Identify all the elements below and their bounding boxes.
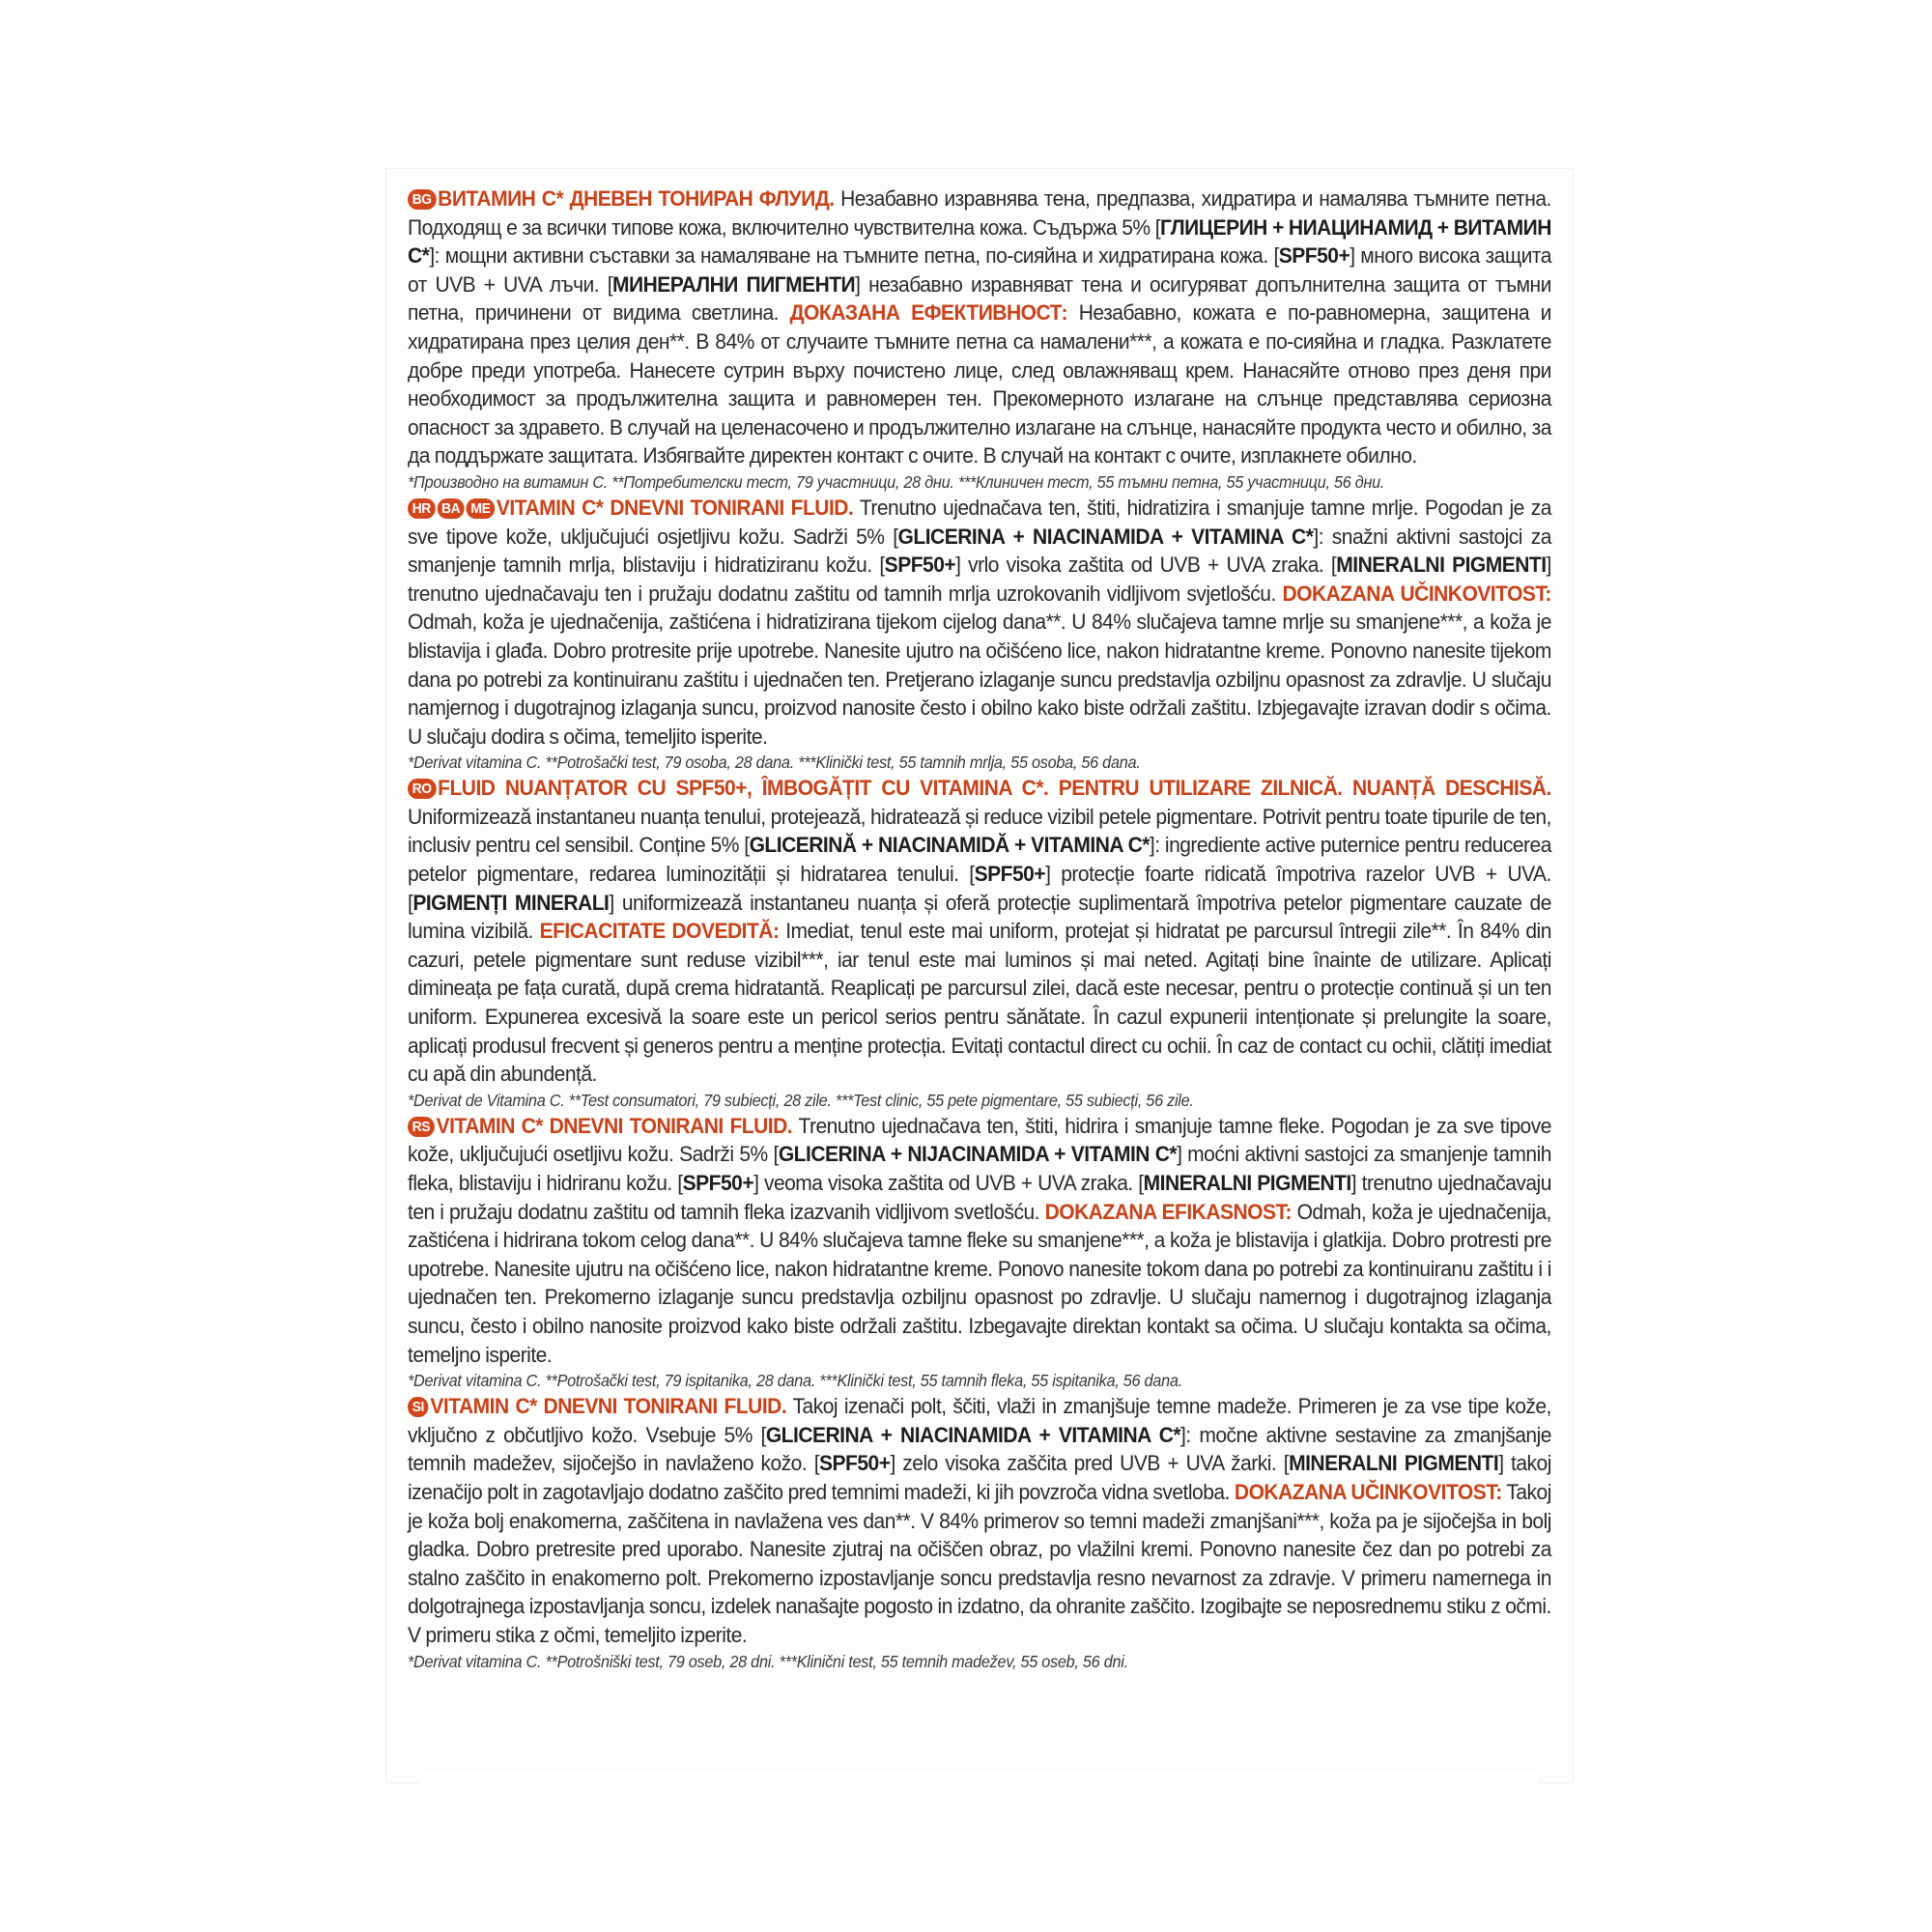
section-rs (408, 1112, 1551, 1392)
section-hr-footnote: *Derivat vitamina C. **Potrošački test, 79 osoba, 28 dana. ***Klinički test, 55 tamnih mrlja, 55 osoba, 56 dana. (408, 753, 1141, 773)
text-run: ]: мощни активни съставки за намаляване на тъмните петна, по-сияйна и хидратирана кожа. [ (429, 243, 1279, 269)
ingredients-bold: GLICERINA + NIACINAMIDA + VITAMINA C* (897, 524, 1314, 549)
efficacy-heading: EFICACITATE DOVEDITĂ: (539, 919, 780, 944)
section-si-title: VITAMIN C* DNEVNI TONIRANI FLUID. (430, 1394, 787, 1419)
language-badge-ba: BA (437, 498, 465, 519)
ingredients-bold: GLICERINĂ + NIACINAMIDĂ + VITAMINA C* (749, 833, 1150, 858)
section-ro-title: FLUID NUANȚATOR CU SPF50+, ÎMBOGĂȚIT CU VITAMINA C*. PENTRU UTILIZARE ZILNICĂ. NUANȚĂ DESCHISĂ. (438, 776, 1551, 801)
section-ro-text (408, 774, 1551, 1089)
text-run: Odmah, koža je ujednačenija, zaštićena i hidrirana tokom celog dana**. U 84% slučajeva tamne fleke su smanjene***, a koža je blistavija i glatkija. Dobro protresti pre upotrebe. Nanesite ujutru na očišćeno lice, nakon hidratantne kreme. Ponovo nanesite tokom dana po potrebi za kontinuiranu zaštitu i i ujednačen ten. Prekomerno izlaganje suncu predstavlja ozbiljnu opasnost po zdravlje. U slučaju namernog i dugotrajnog izlaganja suncu, često i obilno nanosite proizvod kako biste održali zaštitu. Izbegavajte direktan kontakt sa očima. U slučaju kontakta sa očima, temeljno isperite. (408, 1199, 1551, 1367)
text-run: Trenutno ujednačava ten, štiti, hidratizira i smanjuje tamne mrlje. Pogodan je za sve tipove kože, uključujući osjetljivu kožu. Sadrži 5% [ (408, 495, 1551, 549)
language-badge-ro: RO (408, 779, 436, 799)
section-hr-text (408, 494, 1551, 751)
spf-bold: SPF50+ (974, 862, 1046, 887)
section-si-footnote: *Derivat vitamina C. **Potrošniški test, 79 oseb, 28 dni. ***Klinični test, 55 temnih madežev, 55 oseb, 56 dni. (408, 1651, 1128, 1671)
text-run: ] moćni aktivni sastojci za smanjenje tamnih fleka, blistaviju i hidriranu kožu. [ (408, 1142, 1551, 1195)
text-run: ]: ingrediente active puternice pentru reducerea petelor pigmentare, redarea luminozității și hidratarea tenului. [ (408, 833, 1551, 887)
efficacy-heading: DOKAZANA UČINKOVITOST: (1282, 581, 1551, 606)
text-run: Незабавно изравнява тена, предпазва, хидратира и намалява тъмните петна. Подходящ е за всички типове кожа, включително чувствителна кожа. Съдържа 5% [ (408, 186, 1551, 240)
spf-bold: SPF50+ (884, 553, 956, 578)
section-si (408, 1392, 1551, 1672)
section-rs-text (408, 1112, 1551, 1369)
efficacy-heading: DOKAZANA UČINKOVITOST: (1234, 1479, 1502, 1504)
language-badge-rs: RS (408, 1117, 435, 1137)
text-run: Takoj izenači polt, ščiti, vlaži in zmanjšuje temne madeže. Primeren je za vse tipe kože, vključno z občutljivo kožo. Vsebuje 5% [ (408, 1394, 1551, 1447)
text-run: Незабавно, кожата е по-равномерна, защитена и хидратирана през целия ден**. В 84% от случаите тъмните петна са намалени***, а кожата е по-сияйна и гладка. Разклатете добре преди употреба. Нанесете сутрин върху почистено лице, след овлажняващ крем. Нанасяйте отново през деня при необходимост за продължителна защита и равномерен тен. Прекомерното излагане на слънце представлява сериозна опасност за здравето. В случай на целенасочено и продължително излагане на слънце, нанасяйте продукта често и обилно, за да поддържате защитата. Избягвайте директен контакт с очите. В случай на контакт с очите, изплакнете обилно. (408, 300, 1551, 469)
spf-bold: SPF50+ (1278, 243, 1350, 269)
text-run: ] trenutno ujednačavaju ten i pružaju dodatnu zaštitu od tamnih mrlja uzrokovanih vidljivom svjetlošću. (408, 553, 1551, 606)
text-run: ] uniformizează instantaneu nuanța și oferă protecție suplimentară împotriva petelor pigmentare cauzate de lumina vizibilă. (408, 890, 1551, 944)
ingredients-bold: ГЛИЦЕРИН + НИАЦИНАМИД + ВИТАМИН С* (408, 214, 1551, 269)
pigments-bold: MINERALNI PIGMENTI (1289, 1451, 1499, 1476)
efficacy-heading: DOKAZANA EFIKASNOST: (1044, 1199, 1292, 1224)
language-badge-si: SI (408, 1397, 429, 1417)
section-bg (408, 185, 1551, 494)
text-run: ] veoma visoka zaštita od UVB + UVA zraka. [ (753, 1171, 1144, 1195)
text-run: ]: snažni aktivni sastojci za smanjenje tamnih mrlja, blistaviju i hidratiziranu kožu. [ (408, 524, 1551, 578)
text-run: ] много висока защита от UVB + UVA лъчи. [ (408, 243, 1551, 297)
pigments-bold: MINERALNI PIGMENTI (1336, 553, 1547, 578)
text-run: ] protecție foarte ridicată împotriva razelor UVB + UVA. [ (408, 862, 1551, 915)
label-content (408, 185, 1551, 1673)
section-si-text (408, 1392, 1551, 1649)
ingredients-bold: GLICERINA + NIACINAMIDA + VITAMINA C* (765, 1422, 1181, 1447)
text-run: ]: močne aktivne sestavine za zmanjšanje temnih madežev, sijočejšo in navlaženo kožo. [ (408, 1422, 1551, 1476)
pigments-bold: МИНЕРАЛНИ ПИГМЕНТИ (612, 271, 856, 297)
section-ro (408, 774, 1551, 1112)
efficacy-heading: ДОКАЗАНА ЕФЕКТИВНОСТ: (789, 300, 1068, 326)
language-badge-me: ME (467, 498, 495, 519)
text-run: ] trenutno ujednačavaju ten i pružaju dodatnu zaštitu od tamnih fleka izazvanih vidljivom svetlošću. (408, 1171, 1551, 1224)
spf-bold: SPF50+ (819, 1451, 891, 1476)
text-run: Uniformizează instantaneu nuanța tenului, protejează, hidratează și reduce vizibil petele pigmentare. Potrivit pentru toate tipurile de ten, inclusiv pentru cel sensibil. Conține 5% [ (408, 804, 1551, 858)
language-badge-bg: BG (408, 189, 436, 210)
product-label-back (386, 169, 1573, 1782)
pigments-bold: PIGMENȚI MINERALI (412, 890, 610, 915)
section-bg-title: ВИТАМИН С* ДНЕВЕН ТОНИРАН ФЛУИД. (438, 186, 835, 211)
section-ro-footnote: *Derivat de Vitamina C. **Test consumatori, 79 subiecți, 28 zile. ***Test clinic, 55 pete pigmentare, 55 subiecți, 56 zile. (408, 1090, 1194, 1110)
section-bg-footnote: *Производно на витамин С. **Потребителски тест, 79 участници, 28 дни. ***Клиничен тест, 55 тъмни петна, 55 участници, 56 дни. (408, 471, 1385, 492)
ingredients-bold: GLICERINA + NIJACINAMIDA + VITAMIN C* (778, 1142, 1178, 1167)
pigments-bold: MINERALNI PIGMENTI (1143, 1171, 1351, 1195)
section-rs-title: VITAMIN C* DNEVNI TONIRANI FLUID. (436, 1113, 793, 1138)
section-rs-footnote: *Derivat vitamina C. **Potrošački test, 79 ispitanika, 28 dana. ***Klinički test, 55 tamnih fleka, 55 ispitanika, 56 dana. (408, 1371, 1182, 1391)
spf-bold: SPF50+ (682, 1171, 754, 1195)
text-run: Takoj je koža bolj enakomerna, zaščitena in navlažena ves dan**. V 84% primerov so temni madeži zmanjšani***, koža pa je sijočejša in bolj gladka. Dobro pretresite pred uporabo. Nanesite zjutraj na očiščen obraz, po vlažilni kremi. Ponovno nanesite čez dan po potrebi za stalno zaščito in enakomerno polt. Prekomerno izpostavljanje soncu predstavlja resno nevarnost za zdravje. V primeru namernega in dolgotrajnega izpostavljanja soncu, izdelek nanašajte pogosto in izdatno, da ohranite zaščito. Izogibajte se neposrednemu stiku z očmi. V primeru stika z očmi, temeljito izperite. (408, 1479, 1551, 1647)
label-bottom-notch (421, 1773, 1538, 1786)
text-run: Trenutno ujednačava ten, štiti, hidrira i smanjuje tamne fleke. Pogodan je za sve tipove kože, uključujući osetljivu kožu. Sadrži 5% [ (408, 1113, 1551, 1167)
text-run: ] незабавно изравняват тена и осигуряват допълнителна защита от тъмни петна, причинени от видима светлина. (408, 271, 1551, 326)
text-run: Odmah, koža je ujednačenija, zaštićena i hidratizirana tijekom cijelog dana**. U 84% slučajeva tamne mrlje su smanjene***, a koža je blistavija i glađa. Dobro protresite prije upotrebe. Nanesite ujutro na očišćeno lice, nakon hidratantne kreme. Ponovno nanesite tijekom dana po potrebi za kontinuiranu zaštitu i ujednačen ten. Pretjerano izlaganje suncu predstavlja ozbiljnu opasnost za zdravlje. U slučaju namjernog i dugotrajnog izlaganja suncu, proizvod nanosite često i obilno kako biste održali zaštitu. Izbjegavajte izravan dodir s očima. U slučaju dodira s očima, temeljito isperite. (408, 610, 1551, 749)
section-hr (408, 494, 1551, 774)
section-hr-title: VITAMIN C* DNEVNI TONIRANI FLUID. (496, 495, 854, 520)
text-run: ] takoj izenačijo polt in zagotavljajo dodatno zaščito pred temnimi madeži, ki jih povzroča vidna svetloba. (408, 1451, 1551, 1504)
text-run: ] vrlo visoka zaštita od UVB + UVA zraka. [ (955, 553, 1337, 578)
text-run: Imediat, tenul este mai uniform, protejat și hidratat pe parcursul întregii zile**. În 84% din cazuri, petele pigmentare sunt reduse vizibil***, iar tenul este mai luminos și mai neted. Agitați bine înainte de utilizare. Aplicați dimineața pe fața curată, după crema hidratantă. Reaplicați pe parcursul zilei, dacă este necesar, pentru o protecție continuă și un ten uniform. Expunerea excesivă la soare este un pericol serios pentru sănătate. În cazul expunerii intenționate și prelungite la soare, aplicați produsul frecvent și generos pentru a menține protecția. Evitați contactul direct cu ochii. În caz de contact cu ochii, clătiți imediat cu apă din abundență. (408, 919, 1551, 1087)
language-badge-hr: HR (408, 498, 436, 519)
section-bg-text (408, 185, 1551, 470)
text-run: ] zelo visoka zaščita pred UVB + UVA žarki. [ (890, 1451, 1290, 1476)
